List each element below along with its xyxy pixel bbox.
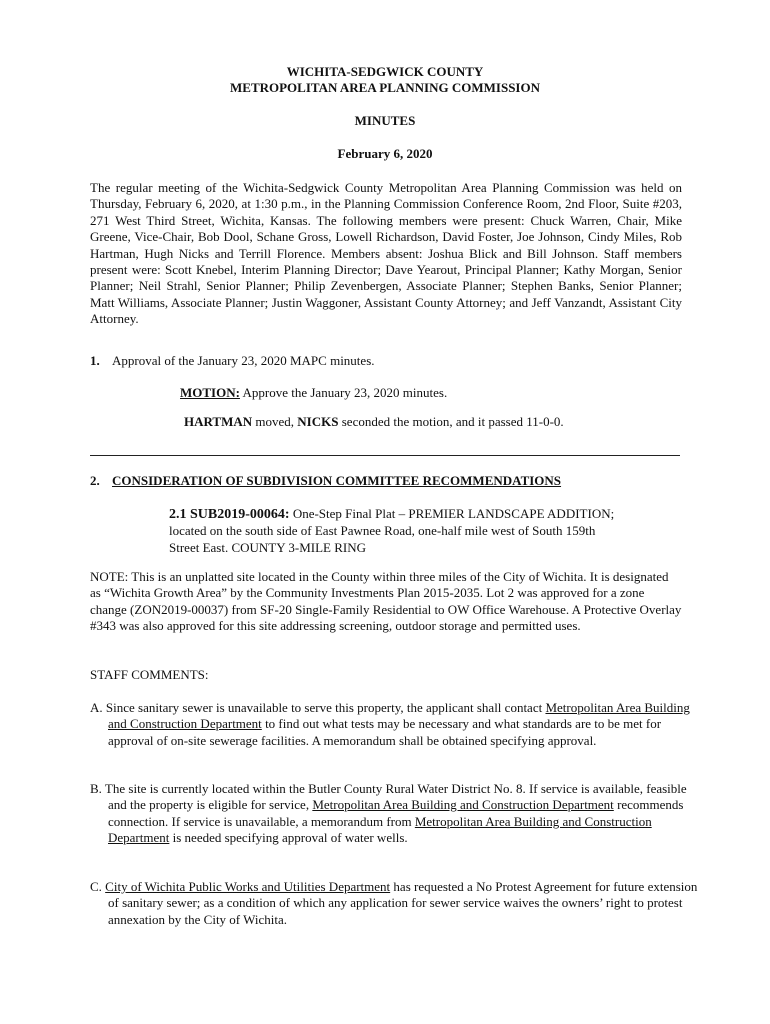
subdivision-case-line3: Street East. COUNTY 3-MILE RING [169,539,367,555]
item-2-title: CONSIDERATION OF SUBDIVISION COMMITTEE RECOMMENDATIONS [112,473,562,488]
vote-line [184,414,680,430]
comment-a-text: A. Since sanitary sewer is unavailable to serve this property, the applicant shall contact [90,700,546,715]
comment-b-department-1: Metropolitan Area Building and Construction Department [312,797,614,813]
comment-a-department: Metropolitan Area Building and Construction Department [108,700,690,732]
minutes-heading: MINUTES [354,113,416,128]
motion-label: MOTION: [180,385,240,400]
seconder-name: NICKS [297,414,339,429]
item-1-number: 1. [90,353,100,368]
comment-c-prefix: C. [90,879,106,894]
item-2-heading [90,473,682,489]
comment-b-text: B. The site is currently located within the Butler County Rural Water District No. 8. If service is available, feasible and the property is eligible for service, [90,781,687,813]
case-description: One-Step Final Plat – PREMIER LANDSCAPE ADDITION; [292,506,615,521]
subdivision-case [169,506,669,556]
staff-comment-a [90,700,700,749]
org-title-line1: WICHITA-SEDGWICK COUNTY [286,64,484,79]
meeting-date: February 6, 2020 [337,146,433,161]
moved-text: moved, [255,414,295,429]
section-divider [90,455,680,456]
motion-line [180,385,680,401]
comment-c-department: City of Wichita Public Works and Utilities Department [105,879,391,894]
comment-b-department-2: Metropolitan Area Building and Construction Department [108,813,652,846]
vote-result: seconded the motion, and it passed 11-0-0. [341,414,564,429]
comment-b-text-end: is needed specifying approval of water wells. [169,830,408,846]
case-number: 2.1 SUB2019-00064: [169,507,290,522]
note-paragraph: NOTE: This is an unplatted site located in the County within three miles of the City of Wichita. It is designated as “Wichita Growth Area” by the Community Investments Plan 2015-2035. Lot 2 was approved for a zone change (ZON2019-00037) from SF-20 Single-Family Residential to OW Office Warehouse. A Protective Overlay #343 was also approved for this site addressing screening, outdoor storage and permitted uses. [90,569,682,634]
subdivision-case-line2: located on the south side of East Pawnee Road, one-half mile west of South 159th [169,523,596,539]
comment-c-text: has requested a No Protest Agreement for future extension of sanitary sewer; as a condition of which any application for sewer service waives the owners’ right to protest annexation by the City of Wichita. [108,879,698,927]
motion-text: Approve the January 23, 2020 minutes. [242,385,448,400]
org-title-line2: METROPOLITAN AREA PLANNING COMMISSION [230,80,540,95]
intro-paragraph: The regular meeting of the Wichita-Sedgwick County Metropolitan Area Planning Commission was held on Thursday, February 6, 2020, at 1:30 p.m., in the Planning Commission Conference Room, 2nd Floor, Suite #203, 271 West Third Street, Wichita, Kansas. The following members were present: Chuck Warren, Chair, Mike Greene, Vice-Chair, Bob Dool, Schane Gross, Lowell Richardson, David Foster, Joe Johnson, Cindy Miles, Rob Hartman, Hugh Nicks and Terrill Florence. Members absent: Joshua Blick and Bill Johnson. Staff members present were: Scott Knebel, Interim Planning Director; Dave Yearout, Principal Planner; Kathy Morgan, Senior Planner; Neil Strahl, Senior Planner; Philip Zevenbergen, Associate Planner; Stephen Banks, Senior Planner; Matt Williams, Associate Planner; Justin Waggoner, Assistant County Attorney; and Jeff Vanzandt, Assistant City Attorney. [90,180,682,327]
comment-b-text-mid: recommends connection. If service is unavailable, a memorandum from [108,797,684,829]
staff-comments-heading: STAFF COMMENTS: [90,667,209,682]
mover-name: HARTMAN [184,414,253,429]
item-2-number: 2. [90,473,100,488]
subdivision-case-line1 [169,506,669,523]
item-1-text: Approval of the January 23, 2020 MAPC minutes. [112,353,375,368]
comment-a-text-end: to find out what tests may be necessary and what standards are to be met for approval of on-site sewerage facilities. A memorandum shall be obtained specifying approval. [108,716,662,748]
staff-comment-b [90,781,700,847]
staff-comment-c [90,879,700,928]
item-1 [90,353,682,369]
